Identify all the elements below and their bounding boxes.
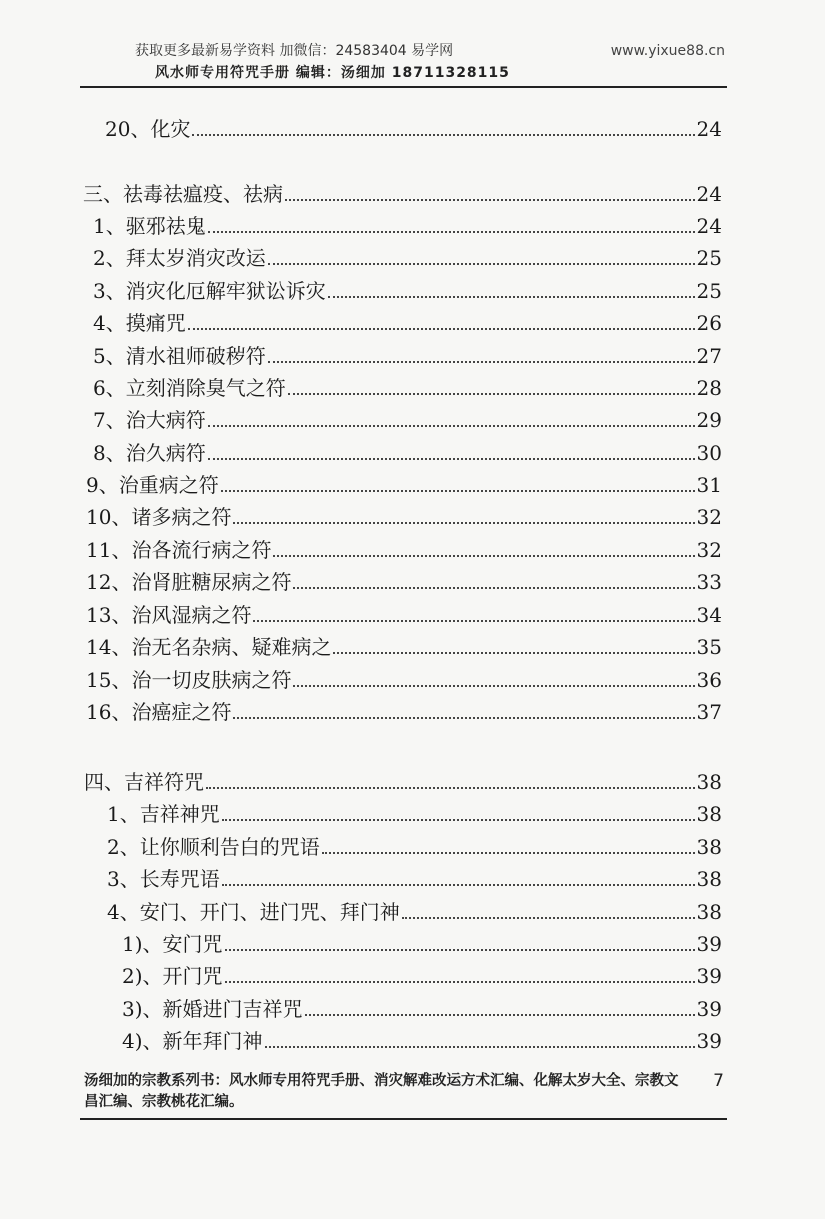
toc-entry: [86, 534, 722, 563]
toc-entry: [122, 928, 722, 957]
toc-entry: [83, 178, 722, 207]
toc-entry-page: 25: [696, 279, 722, 303]
toc-entry-label: 3、消灾化厄解牢狱讼诉灾: [93, 279, 326, 303]
toc-entry: [93, 275, 722, 304]
toc-entry-label: 14、治无名杂病、疑难病之: [86, 635, 332, 659]
toc-entry: [93, 242, 722, 271]
toc-entry: [93, 404, 722, 433]
toc-entry-label: 9、治重病之符: [86, 473, 219, 497]
dot-leader: [225, 949, 695, 951]
toc-entry-label: 1)、安门咒: [122, 932, 223, 956]
toc-entry-page: 28: [696, 376, 722, 400]
watermark-url: www.yixue88.cn: [610, 43, 725, 59]
toc-entry-page: 31: [696, 473, 722, 497]
toc-entry: [86, 566, 722, 595]
toc-entry-label: 5、清水祖师破秽符: [93, 344, 266, 368]
toc-entry: [122, 993, 722, 1022]
toc-entry: [86, 631, 722, 660]
dot-leader: [206, 787, 695, 789]
toc-entry-label: 四、吉祥符咒: [84, 770, 204, 794]
toc-entry-page: 35: [696, 635, 722, 659]
dot-leader: [208, 231, 695, 233]
toc-entry-page: 38: [696, 802, 722, 826]
toc-entry-page: 39: [696, 964, 722, 988]
toc-entry-page: 24: [696, 214, 722, 238]
toc-entry: [84, 766, 722, 795]
toc-entry-page: 38: [696, 835, 722, 859]
toc-entry: [86, 469, 722, 498]
toc-entry: [107, 831, 722, 860]
toc-entry-page: 39: [696, 1029, 722, 1053]
toc-entry-label: 16、治癌症之符: [86, 700, 232, 724]
toc-entry-label: 3)、新婚进门吉祥咒: [122, 997, 303, 1021]
dot-leader: [188, 328, 695, 330]
dot-leader: [208, 425, 695, 427]
toc-entry-label: 6、立刻消除臭气之符: [93, 376, 286, 400]
dot-leader: [285, 199, 695, 201]
toc-entry-page: 33: [696, 570, 722, 594]
dot-leader: [253, 620, 694, 622]
dot-leader: [328, 296, 695, 298]
dot-leader: [233, 717, 694, 719]
toc-entry-page: 29: [696, 408, 722, 432]
toc-entry: [107, 896, 722, 925]
toc-entry-label: 20、化灾: [105, 117, 191, 141]
toc-entry-page: 39: [696, 932, 722, 956]
dot-leader: [208, 458, 695, 460]
toc-entry: [122, 960, 722, 989]
toc-entry: [93, 210, 722, 239]
toc-entry-page: 37: [696, 700, 722, 724]
toc-entry-label: 2、拜太岁消灾改运: [93, 246, 266, 270]
toc-entry-label: 1、驱邪祛鬼: [93, 214, 206, 238]
toc-entry: [122, 1025, 722, 1054]
dot-leader: [293, 587, 694, 589]
dot-leader: [288, 393, 695, 395]
toc-entry-page: 39: [696, 997, 722, 1021]
watermark-text: 获取更多最新易学资料 加微信：24583404 易学网: [135, 43, 454, 59]
toc-entry-label: 2)、开门咒: [122, 964, 223, 988]
page-header: [135, 42, 725, 86]
dot-leader: [305, 1014, 695, 1016]
page-number: 7: [713, 1071, 724, 1091]
toc-entry: [86, 696, 722, 725]
dot-leader: [222, 819, 695, 821]
dot-leader: [268, 263, 695, 265]
toc-entry-page: 32: [696, 538, 722, 562]
toc-entry-label: 15、治一切皮肤病之符: [86, 668, 292, 692]
toc-entry-label: 4)、新年拜门神: [122, 1029, 263, 1053]
toc-entry-label: 2、让你顺利告白的咒语: [107, 835, 320, 859]
toc-entry-page: 30: [696, 441, 722, 465]
dot-leader: [293, 685, 694, 687]
toc-entry-page: 27: [696, 344, 722, 368]
dot-leader: [233, 522, 694, 524]
toc-entry-page: 25: [696, 246, 722, 270]
toc-entry: [105, 113, 722, 142]
toc-entry: [93, 372, 722, 401]
toc-entry-page: 24: [696, 117, 722, 141]
toc-entry-label: 3、长寿咒语: [107, 867, 220, 891]
toc-entry-label: 10、诸多病之符: [86, 505, 232, 529]
toc-entry: [107, 798, 722, 827]
toc-entry-page: 38: [696, 867, 722, 891]
toc-entry-label: 4、摸痛咒: [93, 311, 186, 335]
dot-leader: [265, 1046, 695, 1048]
toc-entry-page: 38: [696, 770, 722, 794]
toc-entry: [86, 599, 722, 628]
toc-entry-page: 38: [696, 900, 722, 924]
dot-leader: [225, 981, 695, 983]
footer-rule: [80, 1118, 727, 1120]
toc-entry-label: 1、吉祥神咒: [107, 802, 220, 826]
toc-entry-label: 三、祛毒祛瘟疫、祛病: [83, 182, 283, 206]
toc-entry-page: 36: [696, 668, 722, 692]
dot-leader: [402, 917, 695, 919]
dot-leader: [333, 652, 694, 654]
toc-entry-label: 7、治大病符: [93, 408, 206, 432]
toc-entry-label: 13、治风湿病之符: [86, 603, 252, 627]
toc-entry: [86, 501, 722, 530]
dot-leader: [221, 490, 695, 492]
page-footer: [84, 1071, 724, 1113]
toc-entry-page: 32: [696, 505, 722, 529]
series-text: 汤细加的宗教系列书：风水师专用符咒手册、消灾解难改运方术汇编、化解太岁大全、宗教文昌汇编、宗教桃花汇编。: [84, 1073, 679, 1110]
dot-leader: [268, 361, 695, 363]
toc-entry-page: 34: [696, 603, 722, 627]
toc-entry: [107, 863, 722, 892]
dot-leader: [322, 852, 695, 854]
toc-entry: [86, 664, 722, 693]
toc-entry: [93, 340, 722, 369]
toc-entry-page: 24: [696, 182, 722, 206]
toc-entry-page: 26: [696, 311, 722, 335]
toc-entry-label: 4、安门、开门、进门咒、拜门神: [107, 900, 400, 924]
toc-entry-label: 11、治各流行病之符: [86, 538, 272, 562]
dot-leader: [222, 884, 695, 886]
dot-leader: [192, 134, 694, 136]
running-title: 风水师专用符咒手册 编辑：汤细加 18711328115: [155, 65, 510, 81]
dot-leader: [273, 555, 694, 557]
toc-entry-label: 12、治肾脏糖尿病之符: [86, 570, 292, 594]
toc-entry-label: 8、治久病符: [93, 441, 206, 465]
header-rule: [80, 86, 727, 88]
toc-entry: [93, 437, 722, 466]
toc-entry: [93, 307, 722, 336]
